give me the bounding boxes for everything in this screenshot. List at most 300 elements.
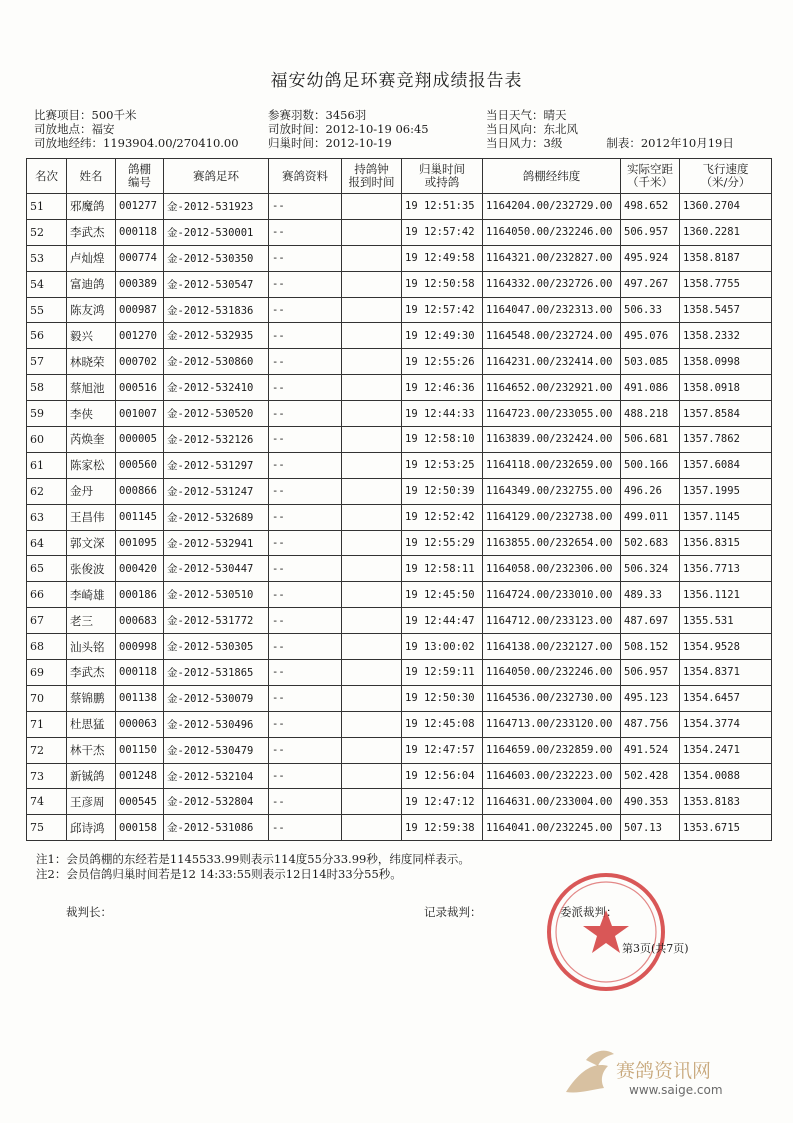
table-row	[27, 401, 772, 427]
cell-loft: 000158	[116, 815, 164, 841]
header-name: 姓名	[67, 159, 116, 194]
cell-dist: 508.152	[621, 634, 680, 660]
cell-info: --	[269, 763, 342, 789]
cell-rank: 68	[27, 634, 67, 660]
cell-info: --	[269, 271, 342, 297]
cell-coord: 1164603.00/232223.00	[483, 763, 621, 789]
cell-name: 蔡旭池	[67, 375, 116, 401]
cell-name: 金丹	[67, 478, 116, 504]
table-row	[27, 660, 772, 686]
cell-clock	[342, 245, 402, 271]
cell-time: 19 12:49:58	[402, 245, 483, 271]
cell-time: 19 12:50:30	[402, 685, 483, 711]
cell-coord: 1163855.00/232654.00	[483, 530, 621, 556]
cell-dist: 487.697	[621, 608, 680, 634]
cell-ring: 金-2012-530479	[164, 737, 269, 763]
note-1: 注1：会员鸽棚的东经若是1145533.99则表示114度55分33.99秒，纬度同样表示。	[36, 852, 470, 866]
cell-ring: 金-2012-530447	[164, 556, 269, 582]
table-row	[27, 427, 772, 453]
cell-coord: 1164659.00/232859.00	[483, 737, 621, 763]
table-row	[27, 608, 772, 634]
cell-ring: 金-2012-532689	[164, 504, 269, 530]
cell-info: --	[269, 478, 342, 504]
cell-name: 李武杰	[67, 219, 116, 245]
cell-time: 19 12:52:42	[402, 504, 483, 530]
cell-dist: 500.166	[621, 452, 680, 478]
cell-clock	[342, 504, 402, 530]
cell-time: 19 12:47:12	[402, 789, 483, 815]
info-weather: 当日天气：晴天	[486, 108, 567, 122]
info-wind-force: 当日风力：3级 制表：2012年10月19日	[486, 136, 734, 150]
cell-rank: 74	[27, 789, 67, 815]
cell-loft: 001150	[116, 737, 164, 763]
cell-ring: 金-2012-532935	[164, 323, 269, 349]
table-row	[27, 245, 772, 271]
cell-info: --	[269, 297, 342, 323]
cell-clock	[342, 737, 402, 763]
cell-speed: 1354.2471	[680, 737, 772, 763]
cell-ring: 金-2012-530001	[164, 219, 269, 245]
info-release-location: 司放地点：福安	[34, 122, 115, 136]
table-row	[27, 504, 772, 530]
watermark-url: www.saige.com	[629, 1083, 723, 1097]
cell-name: 林干杰	[67, 737, 116, 763]
header-rank: 名次	[27, 159, 67, 194]
table-row	[27, 582, 772, 608]
cell-name: 芮焕奎	[67, 427, 116, 453]
cell-coord: 1164536.00/232730.00	[483, 685, 621, 711]
cell-ring: 金-2012-530496	[164, 711, 269, 737]
cell-rank: 71	[27, 711, 67, 737]
cell-info: --	[269, 504, 342, 530]
info-release-time: 司放时间：2012-10-19 06:45	[268, 122, 429, 136]
cell-clock	[342, 582, 402, 608]
cell-dist: 496.26	[621, 478, 680, 504]
cell-time: 19 12:44:47	[402, 608, 483, 634]
cell-loft: 000683	[116, 608, 164, 634]
signature-assigned: 委派裁判：	[560, 905, 618, 919]
cell-speed: 1356.8315	[680, 530, 772, 556]
cell-coord: 1164631.00/233004.00	[483, 789, 621, 815]
cell-speed: 1357.1995	[680, 478, 772, 504]
cell-loft: 001145	[116, 504, 164, 530]
cell-ring: 金-2012-532410	[164, 375, 269, 401]
cell-loft: 001095	[116, 530, 164, 556]
cell-clock	[342, 478, 402, 504]
cell-info: --	[269, 634, 342, 660]
cell-coord: 1164723.00/233055.00	[483, 401, 621, 427]
table-row	[27, 323, 772, 349]
cell-time: 19 12:45:08	[402, 711, 483, 737]
cell-loft: 000063	[116, 711, 164, 737]
results-table	[26, 158, 772, 841]
cell-loft: 000005	[116, 427, 164, 453]
table-header-row	[27, 159, 772, 194]
signature-recorder: 记录裁判：	[424, 905, 482, 919]
cell-speed: 1358.5457	[680, 297, 772, 323]
cell-loft: 000987	[116, 297, 164, 323]
cell-name: 邪魔鸽	[67, 194, 116, 220]
cell-coord: 1164041.00/232245.00	[483, 815, 621, 841]
cell-name: 李崎雄	[67, 582, 116, 608]
cell-clock	[342, 323, 402, 349]
report-title: 福安幼鸽足环赛竞翔成绩报告表	[270, 71, 523, 91]
header-loft: 鸽棚 编号	[116, 159, 164, 194]
cell-name: 老三	[67, 608, 116, 634]
cell-rank: 52	[27, 219, 67, 245]
cell-time: 19 12:45:50	[402, 582, 483, 608]
cell-time: 19 12:58:10	[402, 427, 483, 453]
cell-ring: 金-2012-530520	[164, 401, 269, 427]
cell-time: 19 12:44:33	[402, 401, 483, 427]
cell-speed: 1358.0998	[680, 349, 772, 375]
info-column-2	[268, 108, 429, 150]
table-row	[27, 556, 772, 582]
header-speed: 飞行速度 （米/分）	[680, 159, 772, 194]
table-row	[27, 711, 772, 737]
cell-info: --	[269, 349, 342, 375]
cell-dist: 502.428	[621, 763, 680, 789]
cell-rank: 64	[27, 530, 67, 556]
cell-clock	[342, 219, 402, 245]
cell-time: 19 12:56:04	[402, 763, 483, 789]
cell-speed: 1358.2332	[680, 323, 772, 349]
cell-dist: 495.123	[621, 685, 680, 711]
cell-dist: 495.924	[621, 245, 680, 271]
cell-ring: 金-2012-531772	[164, 608, 269, 634]
cell-speed: 1357.6084	[680, 452, 772, 478]
cell-speed: 1354.8371	[680, 660, 772, 686]
cell-loft: 000186	[116, 582, 164, 608]
table-row	[27, 271, 772, 297]
cell-dist: 491.524	[621, 737, 680, 763]
cell-clock	[342, 271, 402, 297]
cell-dist: 491.086	[621, 375, 680, 401]
cell-dist: 488.218	[621, 401, 680, 427]
cell-name: 陈友鸿	[67, 297, 116, 323]
cell-info: --	[269, 608, 342, 634]
cell-clock	[342, 660, 402, 686]
cell-ring: 金-2012-531865	[164, 660, 269, 686]
cell-time: 19 12:59:11	[402, 660, 483, 686]
cell-speed: 1354.6457	[680, 685, 772, 711]
cell-name: 郭文深	[67, 530, 116, 556]
cell-speed: 1353.6715	[680, 815, 772, 841]
cell-coord: 1164349.00/232755.00	[483, 478, 621, 504]
cell-speed: 1358.8187	[680, 245, 772, 271]
header-coordinates: 鸽棚经纬度	[483, 159, 621, 194]
cell-clock	[342, 634, 402, 660]
cell-clock	[342, 815, 402, 841]
table-row	[27, 349, 772, 375]
cell-coord: 1164138.00/232127.00	[483, 634, 621, 660]
cell-time: 19 12:55:26	[402, 349, 483, 375]
cell-ring: 金-2012-530079	[164, 685, 269, 711]
cell-loft: 000998	[116, 634, 164, 660]
cell-coord: 1164332.00/232726.00	[483, 271, 621, 297]
cell-dist: 495.076	[621, 323, 680, 349]
cell-rank: 55	[27, 297, 67, 323]
cell-name: 陈家松	[67, 452, 116, 478]
cell-dist: 506.957	[621, 660, 680, 686]
cell-clock	[342, 401, 402, 427]
cell-loft: 001270	[116, 323, 164, 349]
cell-name: 王昌伟	[67, 504, 116, 530]
cell-coord: 1164050.00/232246.00	[483, 219, 621, 245]
cell-dist: 489.33	[621, 582, 680, 608]
header-distance: 实际空距 （千米）	[621, 159, 680, 194]
cell-name: 林晓荣	[67, 349, 116, 375]
cell-time: 19 12:50:39	[402, 478, 483, 504]
cell-speed: 1360.2704	[680, 194, 772, 220]
table-row	[27, 297, 772, 323]
cell-time: 19 12:59:38	[402, 815, 483, 841]
cell-info: --	[269, 452, 342, 478]
cell-time: 19 12:50:58	[402, 271, 483, 297]
cell-coord: 1164129.00/232738.00	[483, 504, 621, 530]
cell-name: 杜思猛	[67, 711, 116, 737]
cell-info: --	[269, 789, 342, 815]
cell-ring: 金-2012-532804	[164, 789, 269, 815]
cell-time: 19 13:00:02	[402, 634, 483, 660]
cell-ring: 金-2012-530350	[164, 245, 269, 271]
table-row	[27, 634, 772, 660]
official-seal-stamp	[544, 870, 668, 994]
cell-time: 19 12:49:30	[402, 323, 483, 349]
cell-clock	[342, 763, 402, 789]
cell-clock	[342, 530, 402, 556]
table-row	[27, 375, 772, 401]
cell-time: 19 12:57:42	[402, 297, 483, 323]
table-row	[27, 194, 772, 220]
cell-speed: 1357.1145	[680, 504, 772, 530]
cell-rank: 60	[27, 427, 67, 453]
cell-time: 19 12:57:42	[402, 219, 483, 245]
cell-coord: 1164204.00/232729.00	[483, 194, 621, 220]
page-number: 第3页(共7页)	[622, 942, 689, 955]
header-info: 赛鸽资料	[269, 159, 342, 194]
cell-name: 张俊波	[67, 556, 116, 582]
info-wind-direction: 当日风向：东北风	[486, 122, 578, 136]
cell-dist: 499.011	[621, 504, 680, 530]
cell-ring: 金-2012-530547	[164, 271, 269, 297]
info-column-3	[486, 108, 734, 150]
cell-rank: 53	[27, 245, 67, 271]
cell-rank: 57	[27, 349, 67, 375]
cell-time: 19 12:55:29	[402, 530, 483, 556]
cell-dist: 506.957	[621, 219, 680, 245]
info-report-date: 制表：2012年10月19日	[606, 136, 734, 150]
cell-rank: 54	[27, 271, 67, 297]
cell-name: 富迪鸽	[67, 271, 116, 297]
header-return-time: 归巢时间 或持鸽	[402, 159, 483, 194]
cell-ring: 金-2012-531836	[164, 297, 269, 323]
cell-rank: 65	[27, 556, 67, 582]
cell-clock	[342, 194, 402, 220]
cell-speed: 1360.2281	[680, 219, 772, 245]
cell-dist: 497.267	[621, 271, 680, 297]
table-row	[27, 763, 772, 789]
cell-clock	[342, 711, 402, 737]
cell-info: --	[269, 660, 342, 686]
cell-info: --	[269, 582, 342, 608]
info-release-coordinates: 司放地经纬：1193904.00/270410.00	[34, 136, 239, 150]
cell-clock	[342, 427, 402, 453]
cell-dist: 498.652	[621, 194, 680, 220]
cell-rank: 58	[27, 375, 67, 401]
cell-speed: 1358.7755	[680, 271, 772, 297]
cell-speed: 1356.1121	[680, 582, 772, 608]
cell-loft: 000118	[116, 219, 164, 245]
cell-coord: 1164050.00/232246.00	[483, 660, 621, 686]
cell-loft: 001248	[116, 763, 164, 789]
info-return-time: 归巢时间：2012-10-19	[268, 136, 392, 150]
cell-loft: 000420	[116, 556, 164, 582]
cell-info: --	[269, 219, 342, 245]
cell-speed: 1356.7713	[680, 556, 772, 582]
cell-coord: 1164047.00/232313.00	[483, 297, 621, 323]
cell-info: --	[269, 737, 342, 763]
cell-info: --	[269, 245, 342, 271]
cell-clock	[342, 685, 402, 711]
cell-info: --	[269, 194, 342, 220]
table-row	[27, 219, 772, 245]
cell-coord: 1164058.00/232306.00	[483, 556, 621, 582]
cell-rank: 51	[27, 194, 67, 220]
cell-dist: 503.085	[621, 349, 680, 375]
cell-ring: 金-2012-532941	[164, 530, 269, 556]
cell-dist: 502.683	[621, 530, 680, 556]
cell-info: --	[269, 323, 342, 349]
cell-name: 卢灿煌	[67, 245, 116, 271]
cell-coord: 1164118.00/232659.00	[483, 452, 621, 478]
cell-rank: 72	[27, 737, 67, 763]
cell-speed: 1355.531	[680, 608, 772, 634]
cell-info: --	[269, 401, 342, 427]
cell-clock	[342, 375, 402, 401]
cell-rank: 56	[27, 323, 67, 349]
cell-clock	[342, 297, 402, 323]
cell-dist: 490.353	[621, 789, 680, 815]
table-row	[27, 478, 772, 504]
cell-coord: 1164724.00/233010.00	[483, 582, 621, 608]
cell-loft: 000866	[116, 478, 164, 504]
cell-speed: 1353.8183	[680, 789, 772, 815]
info-column-1	[34, 108, 239, 150]
cell-name: 王彦周	[67, 789, 116, 815]
cell-coord: 1164712.00/233123.00	[483, 608, 621, 634]
cell-loft: 001277	[116, 194, 164, 220]
cell-coord: 1164548.00/232724.00	[483, 323, 621, 349]
table-row	[27, 789, 772, 815]
cell-ring: 金-2012-531923	[164, 194, 269, 220]
cell-name: 蔡锦鹏	[67, 685, 116, 711]
cell-rank: 66	[27, 582, 67, 608]
cell-dist: 506.33	[621, 297, 680, 323]
cell-name: 李武杰	[67, 660, 116, 686]
table-row	[27, 452, 772, 478]
cell-coord: 1163839.00/232424.00	[483, 427, 621, 453]
cell-time: 19 12:58:11	[402, 556, 483, 582]
note-2: 注2：会员信鸽归巢时间若是12 14:33:55则表示12日14时33分55秒。	[36, 867, 402, 881]
info-event: 比赛项目：500千米	[34, 108, 137, 122]
table-row	[27, 815, 772, 841]
cell-info: --	[269, 815, 342, 841]
cell-speed: 1358.0918	[680, 375, 772, 401]
cell-time: 19 12:51:35	[402, 194, 483, 220]
cell-dist: 487.756	[621, 711, 680, 737]
cell-rank: 61	[27, 452, 67, 478]
cell-coord: 1164713.00/233120.00	[483, 711, 621, 737]
cell-rank: 75	[27, 815, 67, 841]
cell-loft: 000516	[116, 375, 164, 401]
cell-loft: 000118	[116, 660, 164, 686]
cell-ring: 金-2012-532126	[164, 427, 269, 453]
cell-clock	[342, 789, 402, 815]
cell-loft: 000389	[116, 271, 164, 297]
cell-dist: 506.324	[621, 556, 680, 582]
cell-name: 新铖鸽	[67, 763, 116, 789]
cell-name: 李侠	[67, 401, 116, 427]
cell-ring: 金-2012-530305	[164, 634, 269, 660]
header-ring: 赛鸽足环	[164, 159, 269, 194]
cell-name: 邱诗鸿	[67, 815, 116, 841]
cell-coord: 1164231.00/232414.00	[483, 349, 621, 375]
notes	[36, 852, 470, 882]
cell-info: --	[269, 375, 342, 401]
cell-rank: 62	[27, 478, 67, 504]
cell-rank: 63	[27, 504, 67, 530]
cell-loft: 000702	[116, 349, 164, 375]
cell-speed: 1357.8584	[680, 401, 772, 427]
info-entries: 参赛羽数：3456羽	[268, 108, 367, 122]
cell-clock	[342, 349, 402, 375]
cell-ring: 金-2012-530860	[164, 349, 269, 375]
signature-referee: 裁判长：	[66, 905, 112, 919]
cell-speed: 1354.9528	[680, 634, 772, 660]
cell-time: 19 12:47:57	[402, 737, 483, 763]
cell-rank: 69	[27, 660, 67, 686]
cell-time: 19 12:46:36	[402, 375, 483, 401]
cell-clock	[342, 556, 402, 582]
cell-coord: 1164321.00/232827.00	[483, 245, 621, 271]
table-row	[27, 737, 772, 763]
cell-speed: 1354.3774	[680, 711, 772, 737]
cell-info: --	[269, 427, 342, 453]
cell-dist: 507.13	[621, 815, 680, 841]
cell-clock	[342, 608, 402, 634]
cell-speed: 1357.7862	[680, 427, 772, 453]
cell-info: --	[269, 711, 342, 737]
cell-dist: 506.681	[621, 427, 680, 453]
cell-loft: 000545	[116, 789, 164, 815]
cell-name: 汕头铭	[67, 634, 116, 660]
table-row	[27, 685, 772, 711]
cell-loft: 001007	[116, 401, 164, 427]
table-row	[27, 530, 772, 556]
cell-loft: 000774	[116, 245, 164, 271]
cell-rank: 67	[27, 608, 67, 634]
watermark-title: 赛鸽资讯网	[616, 1060, 712, 1082]
cell-ring: 金-2012-530510	[164, 582, 269, 608]
cell-info: --	[269, 530, 342, 556]
cell-rank: 73	[27, 763, 67, 789]
cell-rank: 70	[27, 685, 67, 711]
cell-info: --	[269, 685, 342, 711]
cell-ring: 金-2012-531297	[164, 452, 269, 478]
cell-ring: 金-2012-532104	[164, 763, 269, 789]
cell-loft: 000560	[116, 452, 164, 478]
